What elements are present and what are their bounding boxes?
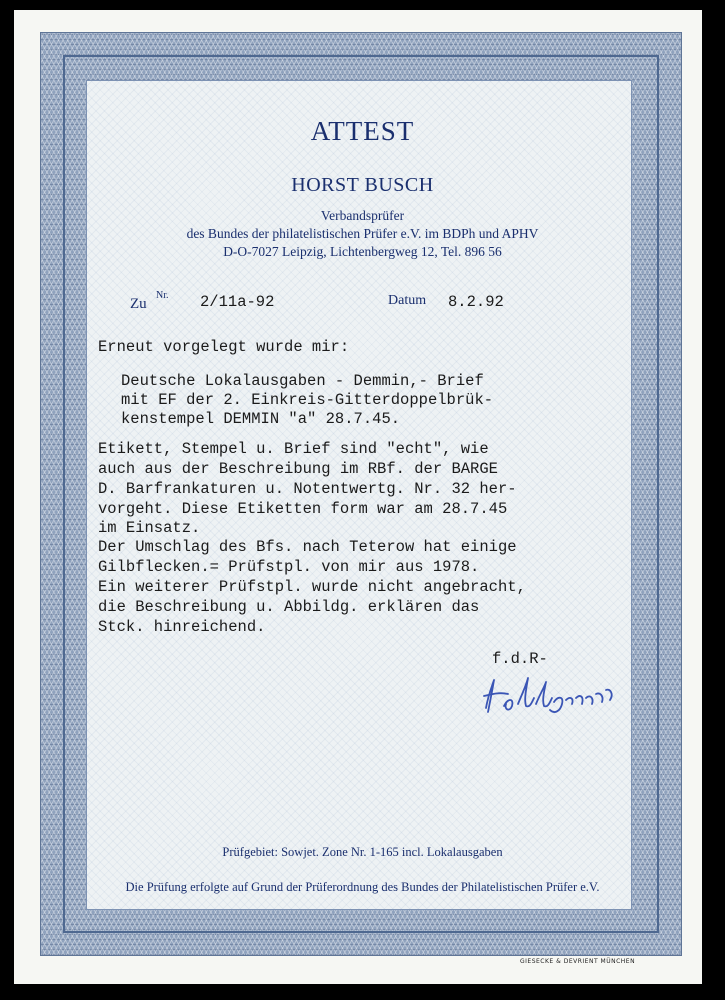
finding-line: die Beschreibung u. Abbildg. erklären das (98, 598, 480, 616)
finding-line: Stck. hinreichend. (98, 618, 266, 636)
examiner-name: HORST BUSCH (291, 174, 434, 196)
date-label: Datum (388, 293, 427, 308)
examination-scope: Prüfgebiet: Sowjet. Zone Nr. 1-165 incl. Lokalausgaben (222, 845, 503, 859)
finding-line: auch aus der Beschreibung im RBf. der BARGE (98, 460, 498, 478)
reference-number: 2/11a-92 (200, 293, 275, 311)
printer-imprint: GIESECKE & DEVRIENT MÜNCHEN (520, 958, 636, 965)
finding-line: Ein weiterer Prüfstpl. wurde nicht angebracht, (98, 578, 526, 596)
certificate-title: ATTEST (310, 116, 415, 146)
finding-line: im Einsatz. (98, 519, 201, 537)
examiner-association: des Bundes der philatelistischen Prüfer e.V. im BDPh und APHV (186, 226, 539, 241)
finding-line: D. Barfrankaturen u. Notentwertg. Nr. 32 her- (98, 480, 517, 498)
finding-line: Der Umschlag des Bfs. nach Teterow hat einige (98, 538, 517, 556)
examiner-address: D-O-7027 Leipzig, Lichtenbergweg 12, Tel. 896 56 (223, 244, 502, 259)
date-value: 8.2.92 (448, 293, 504, 311)
finding-line: Gilbflecken.= Prüfstpl. von mir aus 1978. (98, 558, 480, 576)
closing-fdr: f.d.R- (492, 650, 548, 668)
item-line: mit EF der 2. Einkreis-Gitterdoppelbrük- (121, 391, 494, 409)
item-line: Deutsche Lokalausgaben - Demmin,- Brief (121, 372, 484, 390)
legal-note: Die Prüfung erfolgte auf Grund der Prüferordnung des Bundes der Philatelistischen Prüfer e.V. (125, 880, 600, 894)
finding-line: vorgeht. Diese Etiketten form war am 28.7.45 (98, 500, 508, 518)
examiner-role: Verbandsprüfer (320, 208, 405, 223)
finding-line: Etikett, Stempel u. Brief sind "echt", wie (98, 440, 489, 458)
reference-number-abbr: Nr. (156, 290, 169, 301)
item-line: kenstempel DEMMIN "a" 28.7.45. (121, 410, 401, 428)
signature (478, 668, 628, 720)
reference-label: Zu (130, 296, 147, 312)
intro-line: Erneut vorgelegt wurde mir: (98, 338, 350, 356)
